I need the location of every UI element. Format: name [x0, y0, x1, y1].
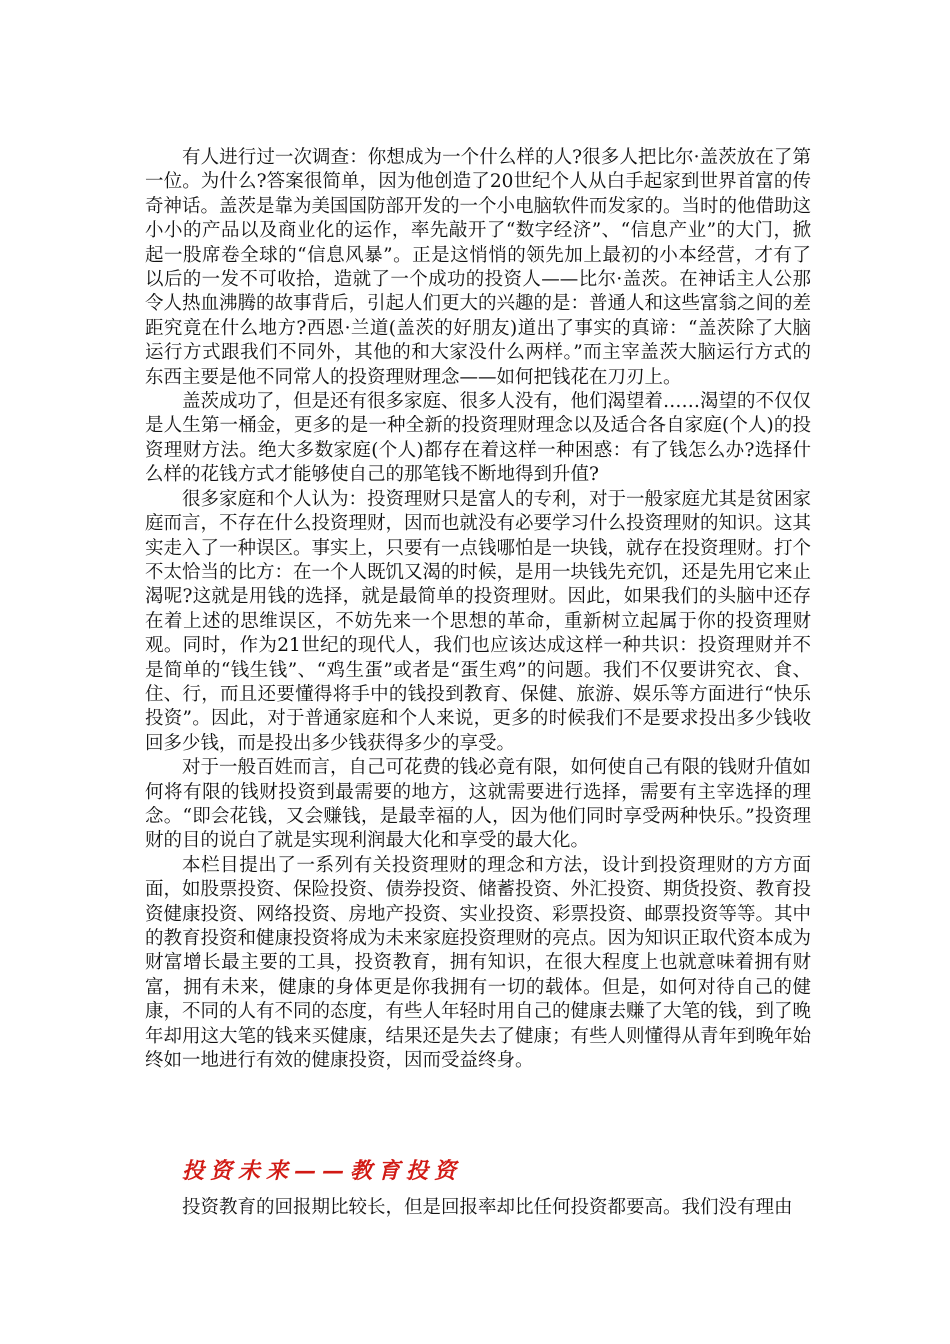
- paragraph-1: 有人进行过一次调查：你想成为一个什么样的人?很多人把比尔·盖茨放在了第一位。为什么?答案很简单，因为他创造了20世纪个人从白手起家到世界首富的传奇神话。盖茨是靠为美国国防部开发的一个小电脑软件而发家的。当时的他借助这小小的产品以及商业化的运作，率先敲开了“数字经济”、“信息产业”的大门，掀起一股席卷全球的“信息风暴”。正是这悄悄的领先加上最初的小本经营，才有了以后的一发不可收拾，造就了一个成功的投资人——比尔·盖茨。在神话主人公那令人热血沸腾的故事背后，引起人们更大的兴趣的是：普通人和这些富翁之间的差距究竟在什么地方?西恩·兰道(盖茨的好朋友)道出了事实的真谛：“盖茨除了大脑运行方式跟我们不同外，其他的和大家没什么两样。”而主宰盖茨大脑运行方式的东西主要是他不同常人的投资理财理念——如何把钱花在刀刃上。: [145, 147, 812, 388]
- paragraph-3: 很多家庭和个人认为：投资理财只是富人的专利，对于一般家庭尤其是贫困家庭而言，不存在什么投资理财，因而也就没有必要学习什么投资理财的知识。这其实走入了一种误区。事实上，只要有一点钱哪怕是一块钱，就存在投资理财。打个不太恰当的比方：在一个人既饥又渴的时候，是用一块钱先充饥，还是先用它来止渴呢?这就是用钱的选择，就是最简单的投资理财。因此，如果我们的头脑中还存在着上述的思维误区，不妨先来一个思想的革命，重新树立起属于你的投资理财观。同时，作为21世纪的现代人，我们也应该达成这样一种共识：投资理财并不是简单的“钱生钱”、“鸡生蛋”或者是“蛋生鸡”的问题。我们不仅要讲究衣、食、住、行，而且还要懂得将手中的钱投到教育、保健、旅游、娱乐等方面进行“快乐投资”。因此，对于普通家庭和个人来说，更多的时候我们不是要求投出多少钱收回多少钱，而是投出多少钱获得多少的享受。: [145, 488, 812, 754]
- paragraph-4: 对于一般百姓而言，自己可花费的钱必竟有限，如何使自己有限的钱财升值如何将有限的钱财投资到最需要的地方，这就需要进行选择，需要有主宰选择的理念。“即会花钱，又会赚钱，是最幸福的人，因为他们同时享受两种快乐。”投资理财的目的说白了就是实现利润最大化和享受的最大化。: [145, 757, 812, 852]
- section-first-line: 投资教育的回报期比较长，但是回报率却比任何投资都要高。我们没有理由: [182, 1197, 793, 1218]
- paragraph-5: 本栏目提出了一系列有关投资理财的理念和方法，设计到投资理财的方方面面，如股票投资、保险投资、债券投资、储蓄投资、外汇投资、期货投资、教育投资健康投资、网络投资、房地产投资、实业投资、彩票投资、邮票投资等等。其中的教育投资和健康投资将成为未来家庭投资理财的亮点。因为知识正取代资本成为财富增长最主要的工具，投资教育，拥有知识，在很大程度上也就意味着拥有财富，拥有未来，健康的身体更是你我拥有一切的载体。但是，如何对待自己的健康，不同的人有不同的态度，有些人年轻时用自己的健康去赚了大笔的钱，到了晚年却用这大笔的钱来买健康，结果还是失去了健康；有些人则懂得从青年到晚年始终如一地进行有效的健康投资，因而受益终身。: [145, 854, 812, 1072]
- paragraph-2: 盖茨成功了，但是还有很多家庭、很多人没有，他们渴望着……渴望的不仅仅是人生第一桶金，更多的是一种全新的投资理财理念以及适合各自家庭(个人)的投资理财方法。绝大多数家庭(个人)都存在着这样一种困惑：有了钱怎么办?选择什么样的花钱方式才能够使自己的那笔钱不断地得到升值?: [145, 391, 812, 486]
- section-heading: 投资未来——教育投资: [182, 1158, 463, 1184]
- body-text: [145, 146, 811, 1073]
